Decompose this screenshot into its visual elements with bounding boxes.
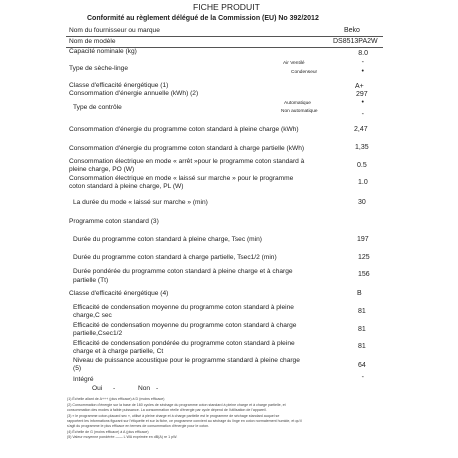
page-title: FICHE PRODUIT <box>193 2 260 12</box>
footnote: (1) Échelle allant de A+++ (plus efficace) à D (moins efficace) <box>67 397 165 401</box>
dryer-type-label: Type de sèche-linge <box>69 65 129 72</box>
control-option-non-automatic: Non automatique <box>281 109 318 114</box>
full-load-energy-value: 2,47 <box>354 126 368 133</box>
integrated-no-value: - <box>156 385 159 392</box>
integrated-yes-label: Oui <box>92 385 103 392</box>
off-mode-label-line1: Consommation électrique en mode « arrêt »pour le programme coton standard à <box>69 158 305 165</box>
footnote: (5) Valeur moyenne pondérée —— L WA exprimée en dB(A) re 1 pW. <box>67 435 178 439</box>
footnote: (2) Consommation d'énergie sur la base de 160 cycles de séchage du programme coton standard à pleine charge et à charge partielle, et <box>67 403 286 407</box>
supplier-label: Nom du fournisseur ou marque <box>69 27 160 34</box>
cond-full-label-line1: Efficacité de condensation moyenne du programme coton standard à pleine <box>73 304 294 311</box>
supplier-value: Beko <box>344 27 360 34</box>
full-load-energy-label: Consommation d'énergie du programme coton standard à pleine charge (kWh) <box>69 126 299 133</box>
model-label: Nom de modèle <box>69 38 116 45</box>
energy-class-value: A+ <box>355 83 364 90</box>
cond-full-value: 81 <box>358 308 366 315</box>
partial-load-energy-value: 1,35 <box>355 144 369 151</box>
page-subtitle: Conformité au règlement délégué de la Commission (EU) No 392/2012 <box>87 15 319 22</box>
weighted-duration-value: 156 <box>358 271 370 278</box>
left-on-duration-value: 30 <box>358 199 366 206</box>
footnote: s'agit du programme le plus efficace en termes de consommation d'énergie pour le coton. <box>67 424 210 428</box>
integrated-yes-value: - <box>113 385 116 392</box>
dryer-type-air-value: - <box>361 59 364 66</box>
cond-partial-label-line1: Efficacité de condensation moyenne du programme coton standard à charge <box>73 322 297 329</box>
model-value: DS8513PA2W <box>333 38 378 45</box>
full-load-duration-value: 197 <box>357 236 369 243</box>
annual-energy-value: 297 <box>356 91 368 98</box>
cond-weighted-label-line1: Efficacité de condensation pondérée du programme coton standard à pleine <box>73 340 295 347</box>
dryer-type-condenser-value: • <box>361 68 364 75</box>
partial-load-energy-label: Consommation d'énergie du programme coton standard à charge partielle (kWh) <box>69 145 305 152</box>
divider <box>66 36 383 37</box>
standard-program-label: Programme coton standard (3) <box>69 218 159 225</box>
left-on-duration-label: La durée du mode « laissé sur marche » (min) <box>73 199 208 206</box>
integrated-value: - <box>361 374 364 381</box>
full-load-duration-label: Durée du programme coton standard à pleine charge, Tsec (min) <box>73 236 262 243</box>
capacity-value: 8.0 <box>358 50 368 57</box>
condensation-class-value: B <box>357 290 362 297</box>
off-mode-value: 0.5 <box>357 162 367 169</box>
control-option-automatic: Automatique <box>284 101 311 106</box>
weighted-duration-label-line2: partielle (Tt) <box>73 277 109 284</box>
left-on-mode-label-line1: Consommation électrique en mode « laissé sur marche » pour le programme <box>69 175 294 182</box>
partial-load-duration-label: Durée du programme coton standard à charge partielle, Tsec1/2 (min) <box>73 254 277 261</box>
capacity-label: Capacité nominale (kg) <box>69 48 137 55</box>
control-non-automatic-value: - <box>361 111 364 118</box>
integrated-label: Intégré <box>73 376 94 383</box>
noise-label-line1: Niveau de puissance acoustique pour le programme standard à pleine charge <box>73 357 300 364</box>
footnote: consommation des modes à faible puissance. La consommation réelle d'énergie par cycle dépend de l'utilisation de l'appareil. <box>67 408 267 412</box>
integrated-no-label: Non <box>138 385 151 392</box>
cond-partial-label-line2: partielle,Csec1/2 <box>73 330 123 337</box>
noise-label-line2: (5) <box>73 365 82 372</box>
energy-class-label: Classe d'efficacité énergétique (1) <box>69 82 169 89</box>
annual-energy-label: Consommation d'énergie annuelle (kWh) (2) <box>69 90 199 97</box>
cond-partial-value: 81 <box>358 326 366 333</box>
control-automatic-value: • <box>361 99 364 106</box>
footnote: rapportent les informations figurant sur l'étiquette et sur la fiche, ce programme convient au séchage du linge en coton normalement humide, et qu'il <box>67 419 302 423</box>
weighted-duration-label-line1: Durée pondérée du programme coton standard à pleine charge et à charge <box>73 268 293 275</box>
off-mode-label-line2: pleine charge, PO (W) <box>69 166 135 173</box>
left-on-mode-label-line2: coton standard à pleine charge, PL (W) <box>69 183 184 190</box>
footnote: (3) « le programme coton-placard sec », utilisé à pleine charge et à charge partielle est le programme de séchage standard auquel se <box>67 414 280 418</box>
noise-value: 64 <box>358 362 366 369</box>
dryer-type-option-condenser: Condenseur <box>291 70 318 75</box>
cond-weighted-label-line2: charge et à charge partielle, Ct <box>73 348 164 355</box>
cond-full-label-line2: charge,C sec <box>73 312 112 319</box>
control-type-label: Type de contrôle <box>73 104 122 111</box>
cond-weighted-value: 81 <box>358 343 366 350</box>
dryer-type-option-air: Air Ventilé <box>283 61 305 66</box>
partial-load-duration-value: 125 <box>358 254 370 261</box>
condensation-class-label: Classe d'efficacité énergétique (4) <box>69 290 169 297</box>
left-on-mode-value: 1.0 <box>358 179 368 186</box>
footnote: (4) Échelle de G (moins efficace) à A (plus efficace) <box>67 430 149 434</box>
